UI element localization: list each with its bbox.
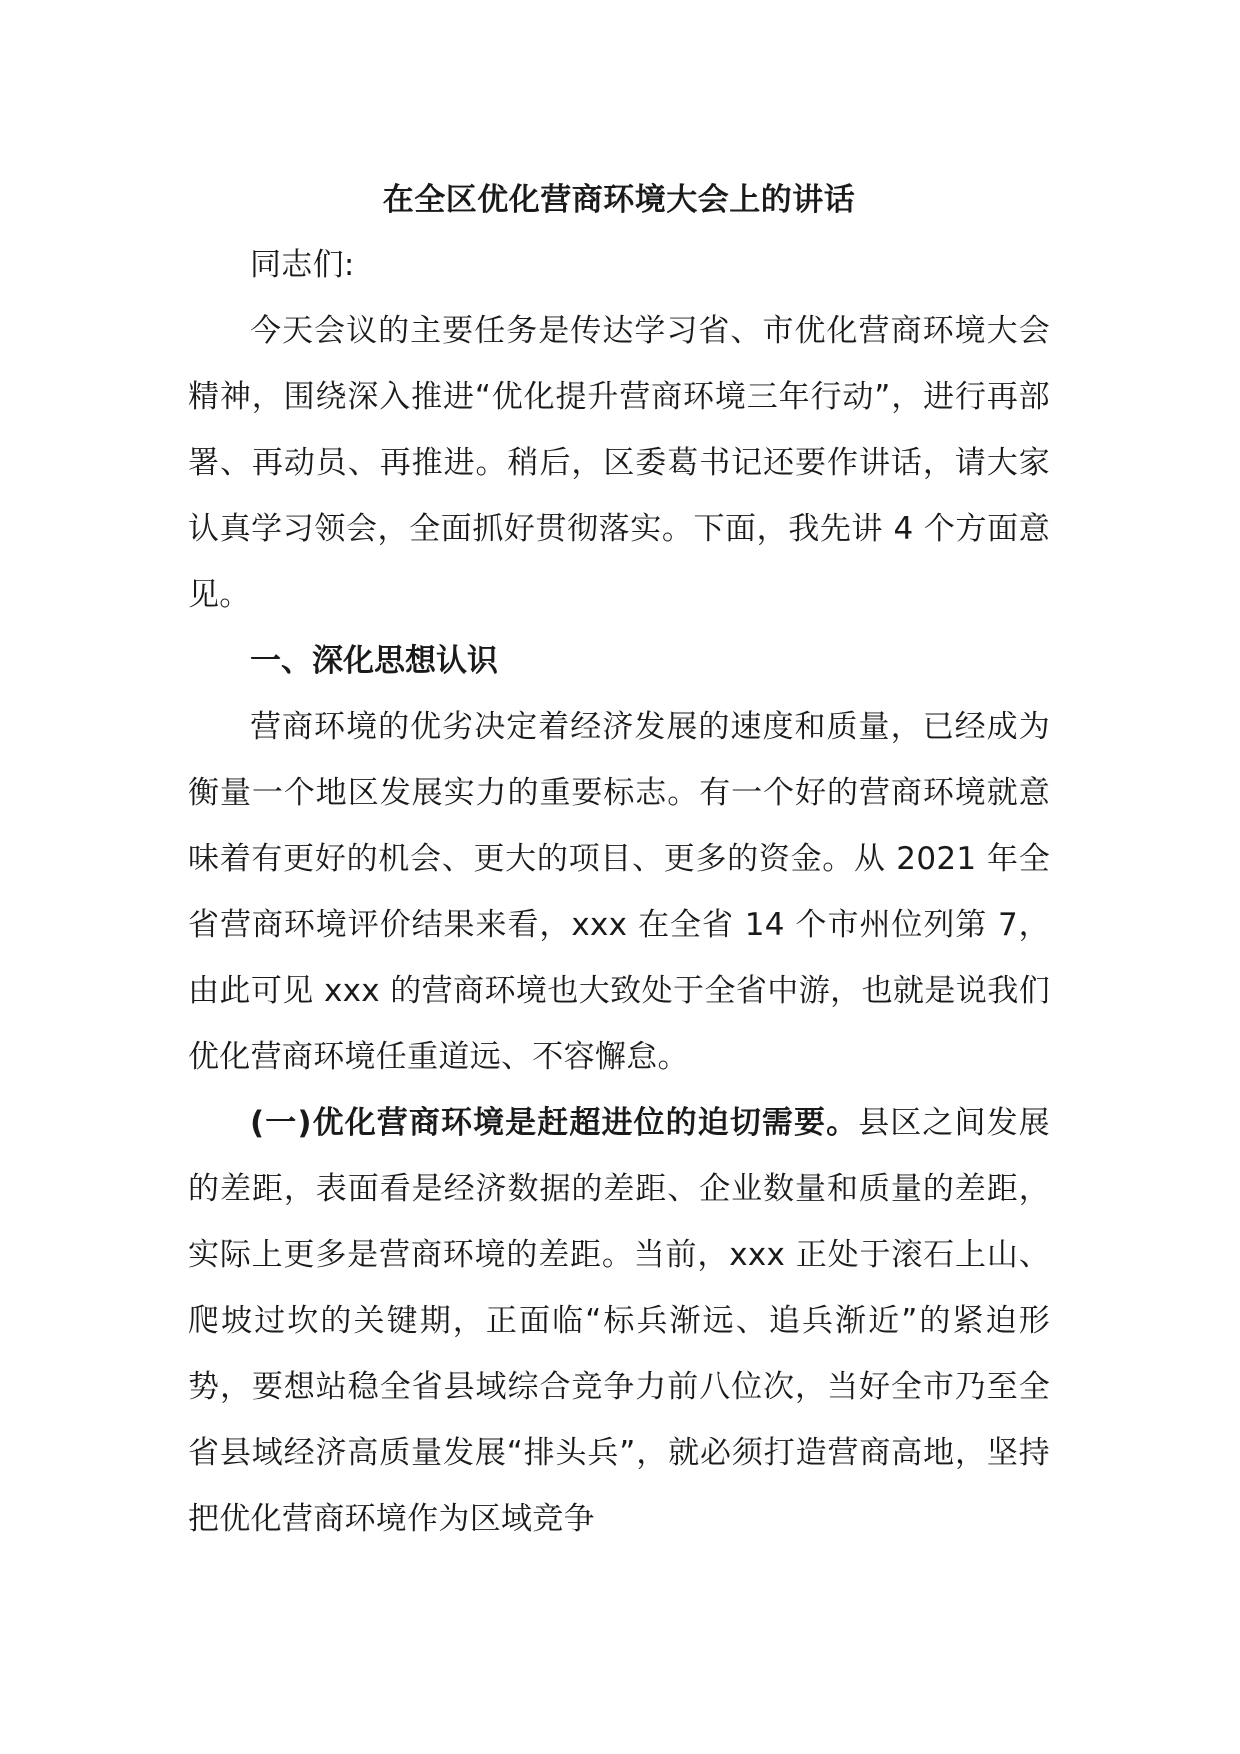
document-page: [188, 178, 1050, 1552]
subsection-paragraph-1: [188, 1090, 1050, 1552]
document-title: 在全区优化营商环境大会上的讲话: [382, 182, 856, 218]
intro-paragraph: 今天会议的主要任务是传达学习省、市优化营商环境大会精神，围绕深入推进“优化提升营商环境三年行动”，进行再部署、再动员、再推进。稍后，区委葛书记还要作讲话，请大家认真学习领会，全面抓好贯彻落实。下面，我先讲 4 个方面意见。: [188, 313, 1050, 613]
subsection-lead: (一)优化营商环境是赶超进位的迫切需要。: [250, 1105, 859, 1141]
section1-paragraph-1: 营商环境的优劣决定着经济发展的速度和质量，已经成为衡量一个地区发展实力的重要标志。有一个好的营商环境就意味着有更好的机会、更大的项目、更多的资金。从 2021 年全省营商环境评价结果来看，xxx 在全省 14 个市州位列第 7，由此可见 xxx 的营商环境也大致处于全省中游，也就是说我们优化营商环境任重道远、不容懈怠。: [188, 709, 1050, 1075]
greeting: 同志们:: [250, 247, 355, 283]
section-heading-1: 一、深化思想认识: [250, 643, 498, 679]
subsection-body: 县区之间发展的差距，表面看是经济数据的差距、企业数量和质量的差距，实际上更多是营商环境的差距。当前，xxx 正处于滚石上山、爬坡过坎的关键期，正面临“标兵渐远、追兵渐近”的紧迫形势，要想站稳全省县域综合竞争力前八位次，当好全市乃至全省县域经济高质量发展“排头兵”，就必须打造营商高地，坚持把优化营商环境作为区域竞争: [188, 1105, 1050, 1537]
